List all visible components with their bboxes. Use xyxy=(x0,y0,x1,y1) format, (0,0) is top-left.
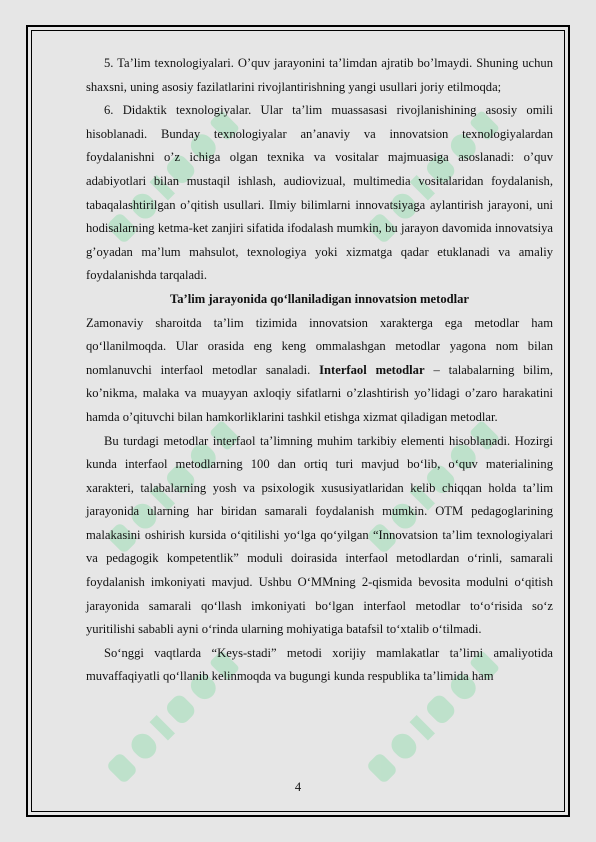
document-body xyxy=(86,52,553,689)
bold-term: Interfaol metodlar xyxy=(319,362,425,377)
paragraph-text: Zamonaviy sharoitda ta’lim tizimida innovatsion xarakterga ega metodlar ham qo‘llanilmoqda. Ular orasida eng keng ommalashgan metodlar yagona nom bilan nomlanuvchi interfaol metodlar sanaladi. xyxy=(86,315,553,377)
paragraph-interfaol-metodlar xyxy=(86,312,553,430)
paragraph-didaktik-texnologiyalar: 6. Didaktik texnologiyalar. Ular ta’lim muassasasi rivojlanishining asosiy omili hisoblanadi. Bunday texnologiyalar an’anaviy va innovatsion texnologiyalardan foydalanishni o’z ichiga olgan texnika va vositalar majmuasiga asoslanadi: o’quv adabiyotlari bilan mustaqil ishlash, audiovizual, multimedia vositalaridan foydalanish, tabaqalashtirilgan o’qitish usullari. Ilmiy bilimlarni innovatsiyaga aylantirish jarayoni, uni hodisalarning ketma-ket zanjiri sifatida ifodalash mumkin, bu jarayon davomida innovatsiya g’oyadan ma’lum mahsulot, texnologiya yoki xizmatga qadar etuklanadi va amaliy foydalanishda tarqaladi. xyxy=(86,103,553,283)
paragraph-text: – talabalarning bilim, ko’nikma, malaka va muayyan axloqiy sifatlarni o’zlashtirish yo’lidagi o’zaro harakatini hamda o’qituvchi bilan hamkorliklarini tashkil etishga xizmat qiladigan metodlar. xyxy=(86,362,553,424)
page-number: 4 xyxy=(294,780,302,794)
paragraph-ta-lim-texnologiyalari: 5. Ta’lim texnologiyalari. O’quv jarayonini ta’limdan ajratib bo’lmaydi. Shuning uchun shaxsni, uning asosiy fazilatlarini rivojlantirishning yangi usullari joriy etilmoqda; xyxy=(86,56,553,94)
paragraph-keys-stadi: So‘nggi vaqtlarda “Keys-stadi” metodi xorijiy mamlakatlar ta’limi amaliyotida muvaffaqiyatli qo‘llanib kelinmoqda va bugungi kunda respublika ta’limida ham xyxy=(86,645,553,684)
section-heading: Ta’lim jarayonida qo‘llaniladigan innovatsion metodlar xyxy=(169,291,470,306)
paragraph-metodlar-turlari: Bu turdagi metodlar interfaol ta’limning muhim tarkibiy elementi hisoblanadi. Hozirgi kunda interfaol metodlarning 100 dan ortiq turi mavjud bo‘lib, o‘quv materialining xarakteri, talabalarning yosh va psixologik xususiyatlaridan kelib chiqqan holda ta’lim jarayonida ularning har biridan samarali foydalanish mumkin. OTM pedagoglarining malakasini oshirish kursida o‘qitilishi yo‘lga qo‘yilgan “Innovatsion ta’lim texnologiyalari va pedagogik kompetentlik” moduli doirasida interfaol metodlardan o‘rinli, samarali foydalanish imkoniyati mavjud. Ushbu O‘MMning 2-qismida bevosita modulni o‘qitish jarayonida samarali qo‘llash imkoniyati bo‘lgan interfaol metodlar to‘o‘risida so‘z yuritilishi sababli ayni o‘rinda ularning mohiyatiga batafsil to‘xtalib o‘tilmadi. xyxy=(86,433,553,637)
